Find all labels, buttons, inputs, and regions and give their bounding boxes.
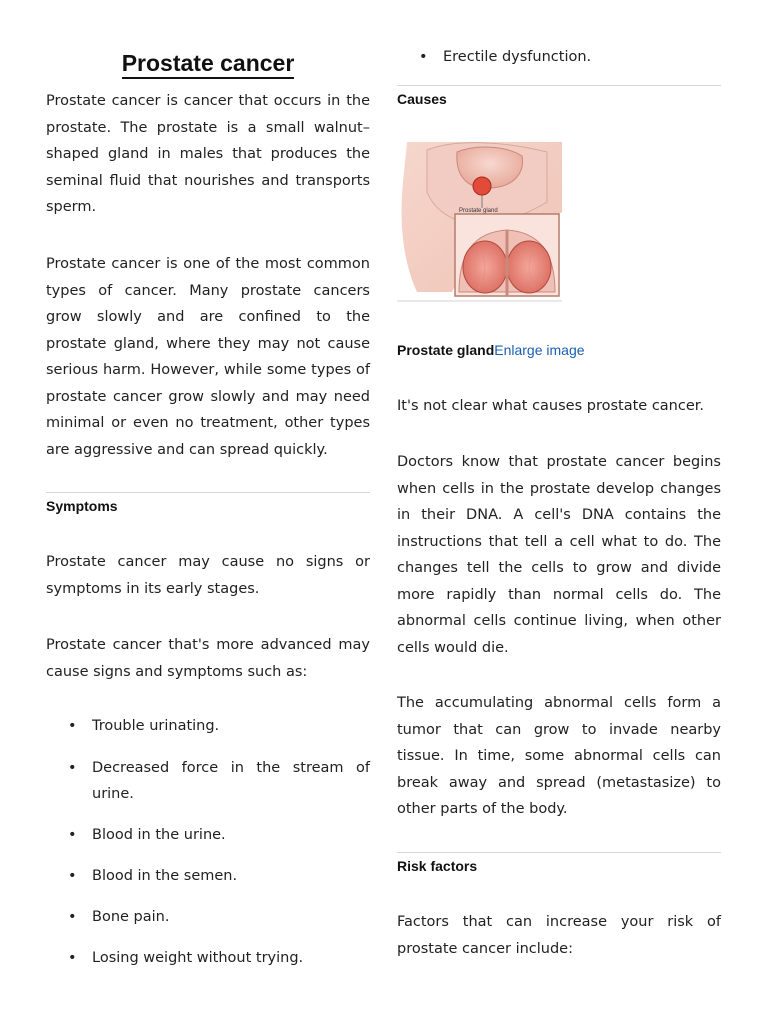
bullet-icon: • bbox=[68, 827, 77, 843]
causes-paragraph-2: Doctors know that prostate cancer begins when cells in the prostate develop changes in their DNA. A cell's DNA contains the instructions that tell a cell what to do. The changes tell the cells to grow and divide more rapidly than normal cells do. The abnormal cells continue living, when other cells would die. bbox=[397, 454, 721, 656]
prostate-gland-illustration[interactable] bbox=[397, 142, 562, 307]
page-title: Prostate cancer bbox=[46, 50, 370, 77]
overview-paragraph: Prostate cancer is one of the most common types of cancer. Many prostate cancers grow slowly and are confined to the prostate gland, where they may not cause serious harm. However, while some types of prostate cancer grow slowly and may need minimal or even no treatment, other types are aggressive and can spread quickly. bbox=[46, 256, 370, 458]
causes-paragraph-3: The accumulating abnormal cells form a tumor that can grow to invade nearby tissue. In time, some abnormal cells can break away and spread (metastasize) to other parts of the body. bbox=[397, 695, 721, 817]
causes-heading: Causes bbox=[397, 91, 447, 107]
section-divider bbox=[397, 852, 721, 853]
figure-caption bbox=[397, 342, 585, 358]
bullet-icon: • bbox=[68, 909, 77, 925]
figure-label: Prostate gland bbox=[459, 208, 498, 214]
section-divider bbox=[46, 492, 370, 493]
causes-paragraph-1: It's not clear what causes prostate cancer. bbox=[397, 398, 704, 414]
bullet-icon: • bbox=[68, 718, 77, 734]
enlarge-image-link[interactable]: Enlarge image bbox=[494, 342, 585, 358]
risk-factors-paragraph: Factors that can increase your risk of prostate cancer include: bbox=[397, 914, 721, 957]
prostate-diagram-image bbox=[397, 142, 562, 307]
symptoms-heading: Symptoms bbox=[46, 498, 118, 514]
symptoms-paragraph-2: Prostate cancer that's more advanced may cause signs and symptoms such as: bbox=[46, 637, 370, 680]
section-divider bbox=[397, 85, 721, 86]
bullet-icon: • bbox=[419, 49, 428, 65]
figure-caption-title: Prostate gland bbox=[397, 342, 495, 358]
bullet-icon: • bbox=[68, 950, 77, 966]
bullet-icon: • bbox=[68, 760, 77, 776]
bullet-icon: • bbox=[68, 868, 77, 884]
symptoms-paragraph-1: Prostate cancer may cause no signs or symptoms in its early stages. bbox=[46, 554, 370, 597]
intro-paragraph: Prostate cancer is cancer that occurs in the prostate. The prostate is a small walnut–shaped gland in males that produces the seminal fluid that nourishes and transports sperm. bbox=[46, 93, 370, 215]
risk-factors-heading: Risk factors bbox=[397, 858, 478, 874]
